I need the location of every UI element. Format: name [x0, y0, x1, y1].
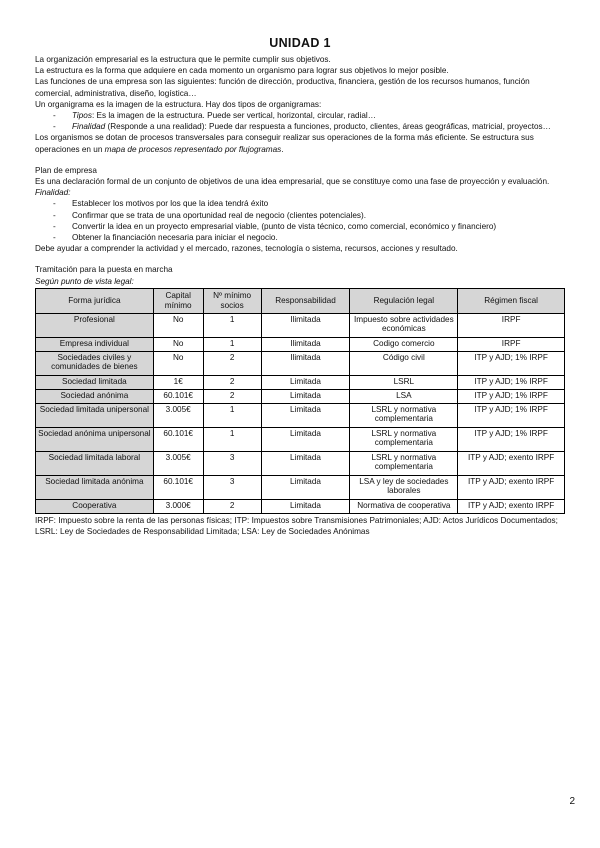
- business-plan-section: [35, 165, 565, 255]
- table-cell: No: [153, 337, 203, 351]
- intro-paragraph: La estructura es la forma que adquiere en cada momento un organismo para lograr sus objetivos lo mejor posible.: [35, 66, 449, 76]
- table-cell: LSRL y normativa complementaria: [350, 427, 458, 451]
- procedure-heading: Tramitación para la puesta en marcha: [35, 265, 173, 275]
- organigram-types-list: [35, 110, 565, 132]
- table-cell: Sociedad anónima: [36, 389, 154, 403]
- table-row: [36, 499, 565, 513]
- legal-forms-table: [35, 288, 565, 514]
- table-cell: Sociedad limitada laboral: [36, 451, 154, 475]
- document-page: [35, 36, 565, 537]
- table-cell: 1€: [153, 375, 203, 389]
- table-cell: Sociedad limitada anónima: [36, 475, 154, 499]
- table-cell: No: [153, 313, 203, 337]
- procedure-subheading: Según punto de vista legal:: [35, 276, 134, 286]
- page-title: UNIDAD 1: [269, 36, 331, 50]
- table-cell: Impuesto sobre actividades económicas: [350, 313, 458, 337]
- table-row: [36, 351, 565, 375]
- list-item-separator: :: [91, 111, 97, 121]
- table-cell: Sociedad limitada unipersonal: [36, 403, 154, 427]
- table-footnote: IRPF: Impuesto sobre la renta de las personas físicas; ITP: Impuestos sobre Transmisiones Patrimoniales; AJD: Actos Jurídicos Documentados; LSRL: Ley de Sociedades de Responsabilidad Limitada; LSA: Ley de Sociedades Anónimas: [35, 515, 558, 536]
- list-item-text: Es la imagen de la estructura. Puede ser vertical, horizontal, circular, radial…: [96, 111, 376, 121]
- table-cell: 2: [203, 499, 261, 513]
- table-cell: 2: [203, 375, 261, 389]
- table-cell: ITP y AJD; exento IRPF: [458, 451, 565, 475]
- business-plan-closing: Debe ayudar a comprender la actividad y el mercado, razones, tecnología o sistema, recursos, acciones y resultado.: [35, 244, 458, 254]
- table-cell: LSRL y normativa complementaria: [350, 403, 458, 427]
- business-plan-heading: Plan de empresa: [35, 165, 97, 175]
- table-cell: Cooperativa: [36, 499, 154, 513]
- table-cell: ITP y AJD; 1% IRPF: [458, 375, 565, 389]
- intro-paragraph: La organización empresarial es la estructura que le permite cumplir sus objetivos.: [35, 55, 331, 64]
- table-cell: Limitada: [261, 499, 350, 513]
- table-cell: Limitada: [261, 389, 350, 403]
- table-cell: 60.101€: [153, 389, 203, 403]
- purpose-label: Finalidad:: [35, 188, 71, 198]
- table-cell: ITP y AJD; exento IRPF: [458, 475, 565, 499]
- table-cell: Limitada: [261, 427, 350, 451]
- table-cell: 3.005€: [153, 403, 203, 427]
- table-cell: LSA y ley de sociedades laborales: [350, 475, 458, 499]
- table-cell: Limitada: [261, 451, 350, 475]
- processes-end: .: [281, 144, 284, 154]
- table-row: [36, 427, 565, 451]
- table-cell: Ilimitada: [261, 351, 350, 375]
- business-plan-definition: Es una declaración formal de un conjunto de objetivos de una idea empresarial, que se constituye como una fase de proyección y evaluación.: [35, 177, 550, 187]
- table-cell: IRPF: [458, 337, 565, 351]
- table-cell: 60.101€: [153, 475, 203, 499]
- table-cell: 3: [203, 475, 261, 499]
- table-cell: Profesional: [36, 313, 154, 337]
- table-cell: ITP y AJD; 1% IRPF: [458, 403, 565, 427]
- table-cell: ITP y AJD; 1% IRPF: [458, 351, 565, 375]
- purpose-list: [35, 198, 565, 243]
- list-item-term: Finalidad: [72, 122, 106, 132]
- table-body: [36, 313, 565, 513]
- table-row: [36, 337, 565, 351]
- table-cell: Código civil: [350, 351, 458, 375]
- table-cell: ITP y AJD; 1% IRPF: [458, 427, 565, 451]
- intro-paragraph: Las funciones de una empresa son las siguientes: función de dirección, productiva, financiera, gestión de los recursos humanos, función comercial, administrativa, diseño, logística…: [35, 77, 530, 98]
- page-number: 2: [569, 796, 575, 807]
- table-cell: 3.005€: [153, 451, 203, 475]
- column-header: Regulación legal: [350, 288, 458, 313]
- table-header-row: [36, 288, 565, 313]
- table-cell: Ilimitada: [261, 313, 350, 337]
- list-item: - Establecer los motivos por los que la idea tendrá éxito: [35, 198, 565, 209]
- table-cell: LSRL: [350, 375, 458, 389]
- processes-paragraph: [35, 132, 565, 154]
- table-cell: IRPF: [458, 313, 565, 337]
- table-cell: Codigo comercio: [350, 337, 458, 351]
- table-cell: Limitada: [261, 375, 350, 389]
- column-header: Responsabilidad: [261, 288, 350, 313]
- table-row: [36, 375, 565, 389]
- intro-section: [35, 54, 565, 110]
- table-cell: ITP y AJD; 1% IRPF: [458, 389, 565, 403]
- table-cell: ITP y AJD; exento IRPF: [458, 499, 565, 513]
- table-cell: Normativa de cooperativa: [350, 499, 458, 513]
- column-header: Régimen fiscal: [458, 288, 565, 313]
- table-cell: 1: [203, 427, 261, 451]
- table-cell: 60.101€: [153, 427, 203, 451]
- table-row: [36, 389, 565, 403]
- table-cell: Empresa individual: [36, 337, 154, 351]
- table-cell: 1: [203, 313, 261, 337]
- column-header: Nº mínimo socios: [203, 288, 261, 313]
- table-cell: Limitada: [261, 475, 350, 499]
- table-cell: Ilimitada: [261, 337, 350, 351]
- processes-text: Los organismos se dotan de procesos transversales para conseguir realizar sus operaciones de la forma más eficiente. Se estructura sus operaciones en un: [35, 133, 534, 154]
- processes-emphasis: mapa de procesos representado por flujogramas: [104, 144, 282, 154]
- table-cell: LSA: [350, 389, 458, 403]
- list-item-text: (Responde a una realidad): Puede dar respuesta a funciones, producto, clientes, áreas geográficas, matricial, proyectos…: [107, 122, 551, 132]
- intro-paragraph: Un organigrama es la imagen de la estructura. Hay dos tipos de organigramas:: [35, 99, 322, 109]
- table-cell: 3: [203, 451, 261, 475]
- column-header: Capital mínimo: [153, 288, 203, 313]
- list-item-term: Tipos: [72, 111, 92, 121]
- column-header: Forma jurídica: [36, 288, 154, 313]
- table-cell: 3.000€: [153, 499, 203, 513]
- list-item: - Confirmar que se trata de una oportunidad real de negocio (clientes potenciales).: [35, 210, 565, 221]
- table-cell: Limitada: [261, 403, 350, 427]
- table-cell: LSRL y normativa complementaria: [350, 451, 458, 475]
- table-row: [36, 313, 565, 337]
- table-row: [36, 451, 565, 475]
- table-cell: 1: [203, 337, 261, 351]
- table-cell: 2: [203, 351, 261, 375]
- list-item: [35, 110, 565, 121]
- table-cell: No: [153, 351, 203, 375]
- list-item: - Convertir la idea en un proyecto empresarial viable, (punto de vista técnico, como comercial, económico y financiero): [35, 221, 565, 232]
- table-cell: 1: [203, 403, 261, 427]
- table-row: [36, 475, 565, 499]
- table-cell: Sociedad limitada: [36, 375, 154, 389]
- table-cell: 2: [203, 389, 261, 403]
- table-cell: Sociedades civiles y comunidades de bienes: [36, 351, 154, 375]
- table-row: [36, 403, 565, 427]
- list-item: - Obtener la financiación necesaria para iniciar el negocio.: [35, 232, 565, 243]
- list-item: [35, 121, 565, 132]
- table-cell: Sociedad anónima unipersonal: [36, 427, 154, 451]
